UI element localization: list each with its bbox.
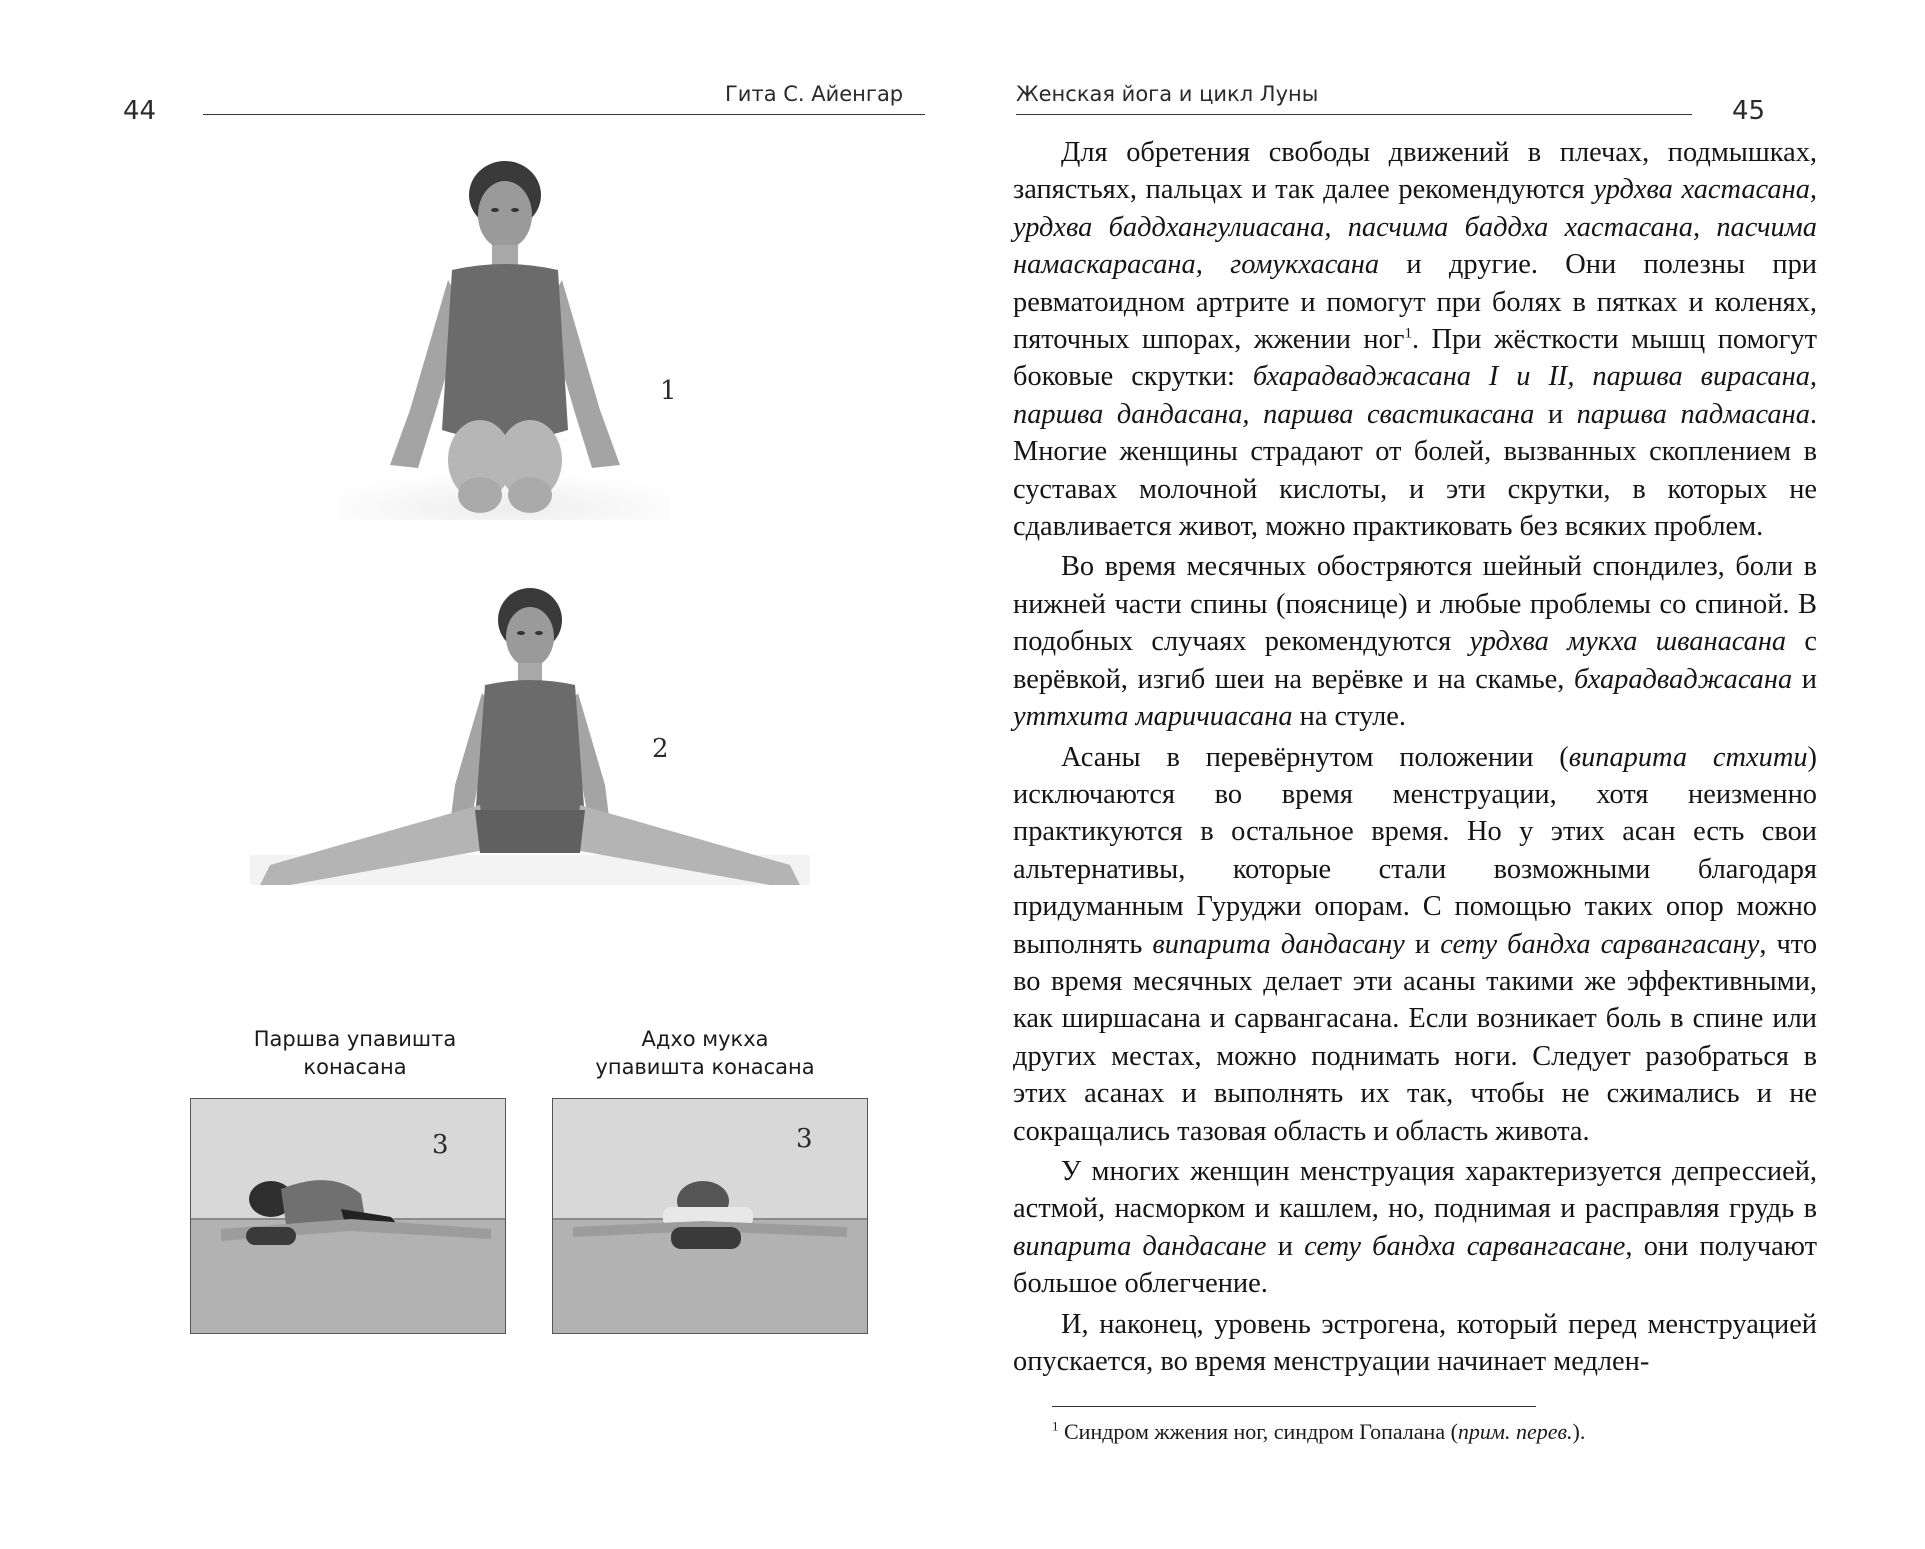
running-head-left: Гита С. Айенгар bbox=[725, 82, 904, 106]
header-rule-right bbox=[1016, 114, 1692, 115]
footnote-tail: ). bbox=[1572, 1419, 1586, 1444]
paragraph bbox=[1013, 1153, 1817, 1303]
footnote-ref: 1 bbox=[1404, 325, 1412, 342]
text-run: и bbox=[1404, 928, 1441, 960]
paragraph bbox=[1013, 739, 1817, 1150]
caption-line: Адхо мукха bbox=[641, 1027, 769, 1051]
page-number-left: 44 bbox=[123, 96, 157, 126]
figure-3b-number: 3 bbox=[796, 1124, 813, 1154]
caption-line: Паршва упавишта bbox=[253, 1027, 457, 1051]
page-number-right: 45 bbox=[1732, 96, 1766, 126]
left-page bbox=[0, 0, 962, 1549]
body-text bbox=[1013, 134, 1817, 1383]
asana-term: уттхита маричиасана bbox=[1013, 701, 1293, 733]
asana-term: сету бандха сарвангасане bbox=[1304, 1230, 1626, 1262]
caption-parsva-upavistha bbox=[190, 1025, 520, 1081]
asana-term: бхарадваджасана bbox=[1574, 663, 1793, 695]
text-run: на стуле. bbox=[1292, 701, 1406, 733]
text-run: Асаны в перевёрнутом положении ( bbox=[1061, 741, 1569, 773]
paragraph bbox=[1013, 548, 1817, 735]
asana-term: урдхва мукха шванасана bbox=[1469, 626, 1787, 658]
figure-3a-photo bbox=[190, 1098, 506, 1334]
asana-term: урдхва хастасана, урдхва баддхангулиасана, пасчима баддха хастасана, пасчима намаскарасана, гомукхасана bbox=[1013, 174, 1817, 281]
running-head-right: Женская йога и цикл Луны bbox=[1016, 82, 1319, 106]
text-run: с верёвкой, изгиб шеи на верёвке и на скамье, bbox=[1013, 626, 1818, 695]
text-run: и bbox=[1534, 398, 1577, 430]
asana-term: сету бандха сарвангасану bbox=[1440, 928, 1760, 960]
text-run: Для обретения свободы движений в плечах, подмышках, запястьях, пальцах и так далее рекомендуются bbox=[1013, 137, 1817, 206]
paragraph bbox=[1013, 1306, 1817, 1381]
footnote-rule bbox=[1052, 1406, 1536, 1407]
asana-term: випарита дандасане bbox=[1013, 1230, 1267, 1262]
footnote-marker: 1 bbox=[1052, 1418, 1059, 1434]
figure-2-number: 2 bbox=[652, 734, 669, 764]
caption-line: конасана bbox=[303, 1055, 407, 1079]
text-run: , они получают большое облегчение. bbox=[1013, 1230, 1817, 1300]
text-run: И, наконец, уровень эстрогена, который перед менструацией опускается, во время менструации начинает медлен- bbox=[1013, 1308, 1817, 1377]
text-run: и другие. Они полезны при ревматоидном артрите и помогут при болях в пятках и коленях, пяточных шпорах, жжении ног bbox=[1013, 249, 1818, 356]
caption-line: упавишта конасана bbox=[595, 1055, 815, 1079]
figure-3b-photo bbox=[552, 1098, 868, 1334]
header-rule-left bbox=[203, 114, 925, 115]
text-run: , что во время месячных делает эти асаны такими же эффективными, как ширшасана и сарвангасана. Если возникает боль в спине или других местах, можно поднимать ноги. Следует разобраться в этих асанах и выполнять их так, чтобы не сжимались и не сокращались тазовая область и область живота. bbox=[1013, 928, 1818, 1147]
figure-1-photo bbox=[340, 160, 670, 560]
footnote-italic: прим. перев. bbox=[1457, 1419, 1573, 1444]
text-run: и bbox=[1792, 663, 1818, 695]
text-run: Во время месячных обостряются шейный спондилез, боли в нижней части спины (пояснице) и любые проблемы со спиной. В подобных случаях рекомендуются bbox=[1013, 551, 1817, 658]
figure-3a-number: 3 bbox=[432, 1130, 449, 1160]
asana-term: паршва падмасана bbox=[1576, 398, 1810, 430]
text-run: . Многие женщины страдают от болей, вызванных скоплением в суставах молочной кислоты, и эти скрутки, в которых не сдавливается живот, можно практиковать без всяких проблем. bbox=[1013, 398, 1817, 543]
figure-1-number: 1 bbox=[660, 376, 677, 406]
asana-term: бхарадваджасана I и II, паршва вирасана, паршва дандасана, паршва свастикасана bbox=[1013, 361, 1818, 430]
text-run: . При жёсткости мышц помогут боковые скрутки: bbox=[1013, 324, 1817, 393]
caption-adho-mukha bbox=[540, 1025, 870, 1081]
footnote-text: Синдром жжения ног, синдром Гопалана ( bbox=[1058, 1419, 1458, 1444]
text-run: ) исключаются во время менструации, хотя неизменно практикуются в остальное время. Но у этих асан есть свои альтернативы, которые стали возможными благодаря придуманным Гуруджи опорам. С помощью таких опор можно выполнять bbox=[1013, 741, 1817, 960]
text-run: и bbox=[1266, 1230, 1305, 1262]
figure-2-photo bbox=[250, 585, 810, 895]
footnote bbox=[1052, 1418, 1812, 1446]
asana-term: випарита дандасану bbox=[1152, 928, 1405, 960]
asana-term: випарита стхити bbox=[1568, 741, 1808, 773]
text-run: У многих женщин менструация характеризуется депрессией, астмой, насморком и кашлем, но, поднимая и расправляя грудь в bbox=[1013, 1155, 1817, 1225]
paragraph bbox=[1013, 134, 1817, 545]
